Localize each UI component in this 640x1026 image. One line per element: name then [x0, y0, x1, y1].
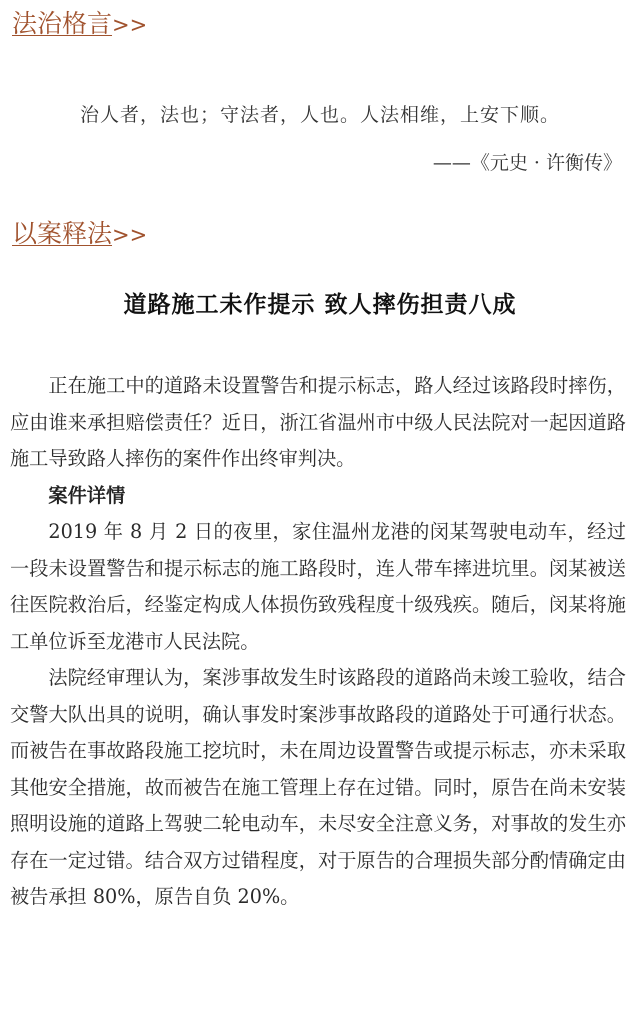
article-body [10, 368, 626, 916]
section-title-case-text: 以案释法 [12, 219, 113, 248]
article-subheading: 案件详情 [48, 483, 126, 507]
double-arrow-icon: >> [112, 223, 148, 247]
article-title: 道路施工未作提示 致人摔伤担责八成 [123, 291, 517, 318]
article-intro: 正在施工中的道路未设置警告和提示标志，路人经过该路段时摔伤，应由谁来承担赔偿责任？近日，浙江省温州市中级人民法院对一起因道路施工导致路人摔伤的案件作出终审判决。 [10, 374, 626, 470]
maxim-source: ——《元史 · 许衡传》 [432, 152, 622, 174]
section-title-case [12, 218, 147, 251]
maxim-quote: 治人者，法也；守法者，人也。人法相维，上安下顺。 [79, 104, 560, 126]
article-paragraph: 法院经审理认为，案涉事故发生时该路段的道路尚未竣工验收，结合交警大队出具的说明，确认事发时案涉事故路段的道路处于可通行状态。而被告在事故路段施工挖坑时，未在周边设置警告或提示标志，亦未采取其他安全措施，故而被告在施工管理上存在过错。同时，原告在尚未安装照明设施的道路上驾驶二轮电动车，未尽安全注意义务，对事故的发生亦存在一定过错。结合双方过错程度，对于原告的合理损失部分酌情确定由被告承担 80%，原告自负 20%。 [10, 666, 626, 908]
section-title-maxim-text: 法治格言 [12, 9, 113, 38]
article-paragraph: 2019 年 8 月 2 日的夜里，家住温州龙港的闵某驾驶电动车，经过一段未设置警告和提示标志的施工路段时，连人带车摔进坑里。闵某被送往医院救治后，经鉴定构成人体损伤致残程度十级残疾。随后，闵某将施工单位诉至龙港市人民法院。 [10, 520, 626, 653]
section-title-maxim [12, 8, 147, 41]
double-arrow-icon: >> [112, 13, 148, 37]
